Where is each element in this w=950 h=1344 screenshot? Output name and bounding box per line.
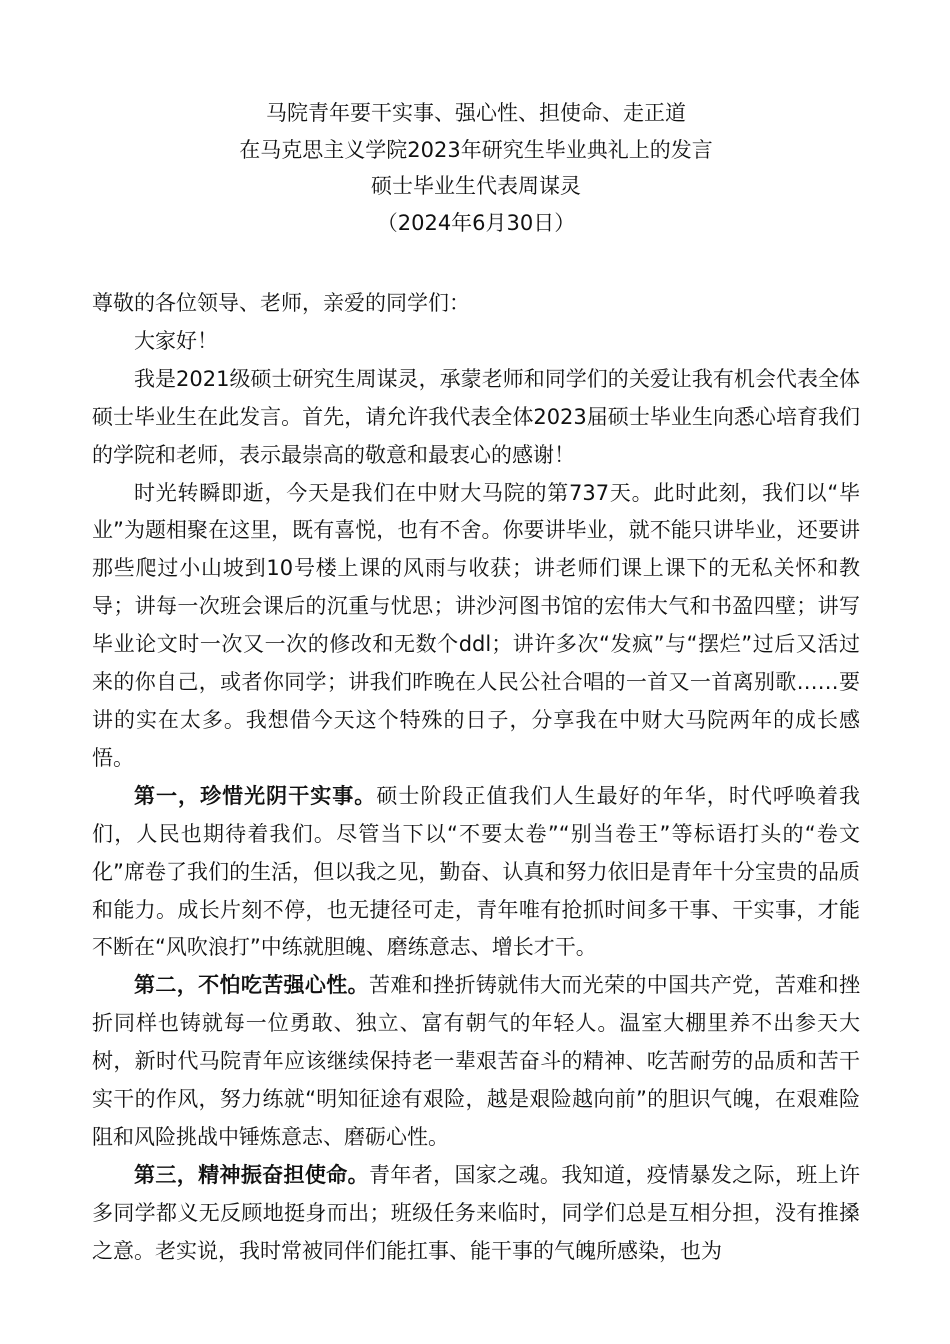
point-two-heading: 第二，不怕吃苦强心性。 bbox=[134, 973, 369, 998]
paragraph-reflection: 时光转瞬即逝，今天是我们在中财大马院的第737天。此时此刻，我们以“毕业”为题相聚在这里，既有喜悦，也有不舍。你要讲毕业，就不能只讲毕业，还要讲那些爬过小山坡到10号楼上课的风雨与收获；讲老师们课上课下的无私关怀和教导；讲每一次班会课后的沉重与忧思；讲沙河图书馆的宏伟大气和书盈四壁；讲写毕业论文时一次又一次的修改和无数个ddl；讲许多次“发疯”与“摆烂”过后又活过来的你自己，或者你同学；讲我们昨晚在人民公社合唱的一首又一首离别歌……要讲的实在太多。我想借今天这个特殊的日子，分享我在中财大马院两年的成长感悟。 bbox=[92, 480, 860, 770]
point-one-heading: 第一，珍惜光阴干实事。 bbox=[134, 783, 377, 808]
greeting: 大家好！ bbox=[134, 328, 218, 353]
document-body bbox=[92, 285, 860, 1271]
salutation: 尊敬的各位领导、老师，亲爱的同学们： bbox=[92, 291, 470, 315]
point-three-text: 青年者，国家之魂。我知道，疫情暴发之际，班上许多同学都义无反顾地挺身而出；班级任务来临时，同学们总是互相分担，没有推搡之意。老实说，我时常被同伴们能扛事、能干事的气魄所感染，也为 bbox=[92, 1162, 860, 1263]
point-two-text: 苦难和挫折铸就伟大而光荣的中国共产党，苦难和挫折同样也铸就每一位勇敢、独立、富有朝气的年轻人。温室大棚里养不出参天大树，新时代马院青年应该继续保持老一辈艰苦奋斗的精神、吃苦耐劳的品质和苦干实干的作风，努力练就“明知征途有艰险，越是艰险越向前”的胆识气魄，在艰难险阻和风险挑战中锤炼意志、磨砺心性。 bbox=[92, 973, 860, 1149]
paragraph-point-one bbox=[92, 778, 860, 968]
point-one-text: 硕士阶段正值我们人生最好的年华，时代呼唤着我们，人民也期待着我们。尽管当下以“不要太卷”“别当卷王”等标语打头的“卷文化”席卷了我们的生活，但以我之见，勤奋、认真和努力依旧是青年十分宝贵的品质和能力。成长片刻不停，也无捷径可走，青年唯有抢抓时间多干事、干实事，才能不断在“风吹浪打”中练就胆魄、磨练意志、增长才干。 bbox=[92, 783, 860, 960]
paragraph-point-two bbox=[92, 967, 860, 1157]
paragraph-point-three bbox=[92, 1157, 860, 1271]
date-line: （2024年6月30日） bbox=[376, 210, 576, 235]
document-subtitle: 在马克思主义学院2023年研究生毕业典礼上的发言 bbox=[239, 137, 713, 162]
speaker-line: 硕士毕业生代表周谋灵 bbox=[371, 174, 581, 198]
document-title: 马院青年要干实事、强心性、担使命、走正道 bbox=[266, 101, 686, 125]
point-three-heading: 第三，精神振奋担使命。 bbox=[134, 1162, 369, 1187]
document-page bbox=[92, 95, 860, 1271]
paragraph-intro: 我是2021级硕士研究生周谋灵，承蒙老师和同学们的关爱让我有机会代表全体硕士毕业生在此发言。首先，请允许我代表全体2023届硕士毕业生向悉心培育我们的学院和老师，表示最崇高的敬意和最衷心的感谢！ bbox=[92, 366, 860, 467]
document-header bbox=[92, 95, 860, 241]
